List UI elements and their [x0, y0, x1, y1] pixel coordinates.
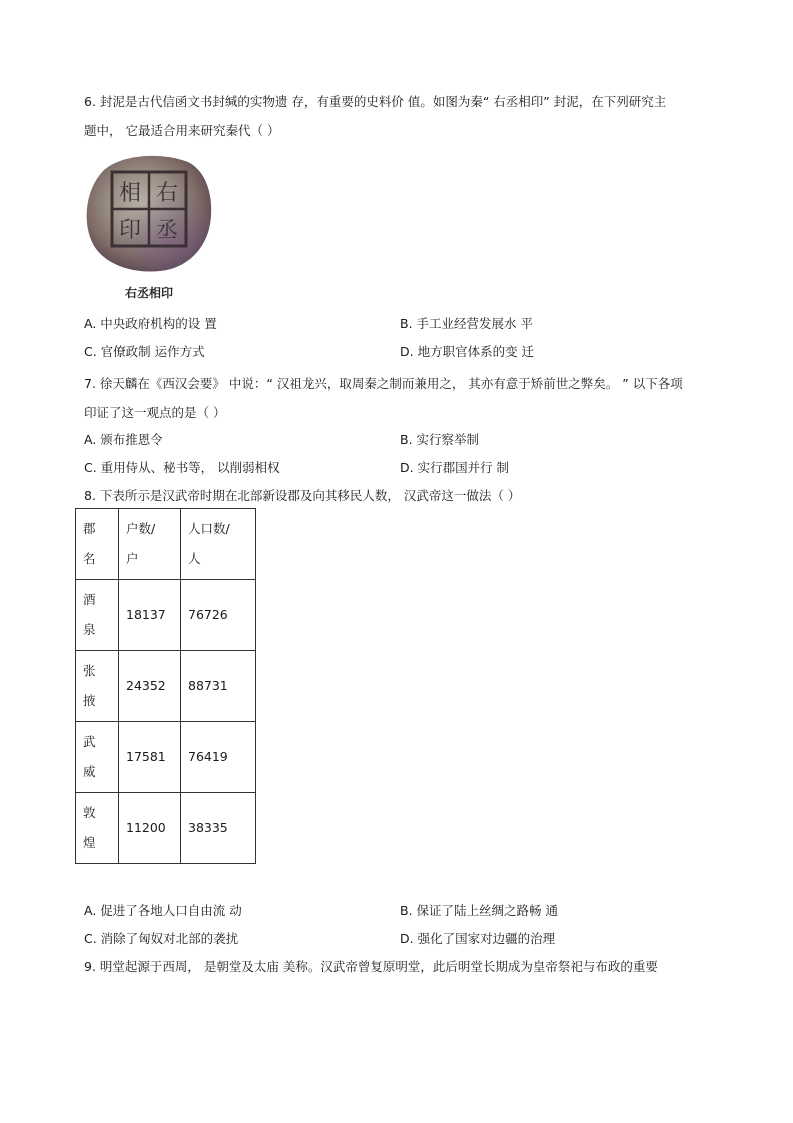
q6-stem-line2: 题中， 它最适合用来研究秦代（ ） [84, 123, 280, 138]
population-cell: 76726 [181, 580, 256, 651]
population-cell: 76419 [181, 722, 256, 793]
seal-char-1: 右 [155, 181, 179, 206]
q6-stem-line1: 6. 封泥是古代信函文书封缄的实物遗 存，有重要的史料价 值。如图为秦“ 右丞相印” 封泥，在下列研究主 [84, 94, 667, 109]
population-cell: 38335 [181, 793, 256, 864]
q7-option-d[interactable]: D. 实行郡国并行 制 [400, 460, 510, 475]
seal-char-4: 印 [118, 218, 142, 243]
header-households: 户数/ 户 [119, 509, 181, 580]
population-cell: 88731 [181, 651, 256, 722]
q9-stem-line1: 9. 明堂起源于西周， 是朝堂及太庙 美称。汉武帝曾复原明堂，此后明堂长期成为皇帝祭祀与布政的重要 [84, 959, 658, 974]
clay-seal-picture [84, 150, 214, 276]
header-population: 人口数/ 人 [181, 509, 256, 580]
header-county: 郡 名 [76, 509, 119, 580]
q7-option-c[interactable]: C. 重用侍从、秘书等， 以削弱相权 [84, 460, 280, 475]
q8-option-b[interactable]: B. 保证了陆上丝绸之路畅 通 [400, 903, 558, 918]
q8-option-c[interactable]: C. 消除了匈奴对北部的袭扰 [84, 931, 239, 946]
q7-option-a[interactable]: A. 颁布推恩令 [84, 432, 163, 447]
migration-table [75, 508, 256, 864]
county-name: 张 掖 [76, 651, 119, 722]
table-row [76, 722, 256, 793]
households-cell: 24352 [119, 651, 181, 722]
q7-option-b[interactable]: B. 实行察举制 [400, 432, 480, 447]
table-header-row [76, 509, 256, 580]
q7-stem-line1: 7. 徐天麟在《西汉会要》 中说：“ 汉祖龙兴，取周秦之制而兼用之， 其亦有意于矫前世之弊矣。 ” 以下各项 [84, 376, 683, 391]
table-row [76, 793, 256, 864]
seal-char-2: 丞 [155, 218, 179, 243]
county-name: 武 威 [76, 722, 119, 793]
seal-image [84, 150, 214, 306]
households-cell: 11200 [119, 793, 181, 864]
q8-option-a[interactable]: A. 促进了各地人口自由流 动 [84, 903, 242, 918]
q8-option-d[interactable]: D. 强化了国家对边疆的治理 [400, 931, 556, 946]
county-name: 酒 泉 [76, 580, 119, 651]
table-row [76, 580, 256, 651]
q6-option-b[interactable]: B. 手工业经营发展水 平 [400, 316, 533, 331]
households-cell: 17581 [119, 722, 181, 793]
q8-stem-line1: 8. 下表所示是汉武帝时期在北部新设郡及向其移民人数， 汉武帝这一做法（ ） [84, 488, 521, 503]
table-row [76, 651, 256, 722]
seal-char-3: 相 [118, 181, 142, 206]
q6-option-d[interactable]: D. 地方职官体系的变 迁 [400, 344, 535, 359]
q6-option-a[interactable]: A. 中央政府机构的设 置 [84, 316, 217, 331]
county-name: 敦 煌 [76, 793, 119, 864]
q6-option-c[interactable]: C. 官僚政制 运作方式 [84, 344, 205, 359]
q7-stem-line2: 印证了这一观点的是（ ） [84, 405, 226, 420]
seal-caption: 右丞相印 [124, 286, 173, 300]
households-cell: 18137 [119, 580, 181, 651]
